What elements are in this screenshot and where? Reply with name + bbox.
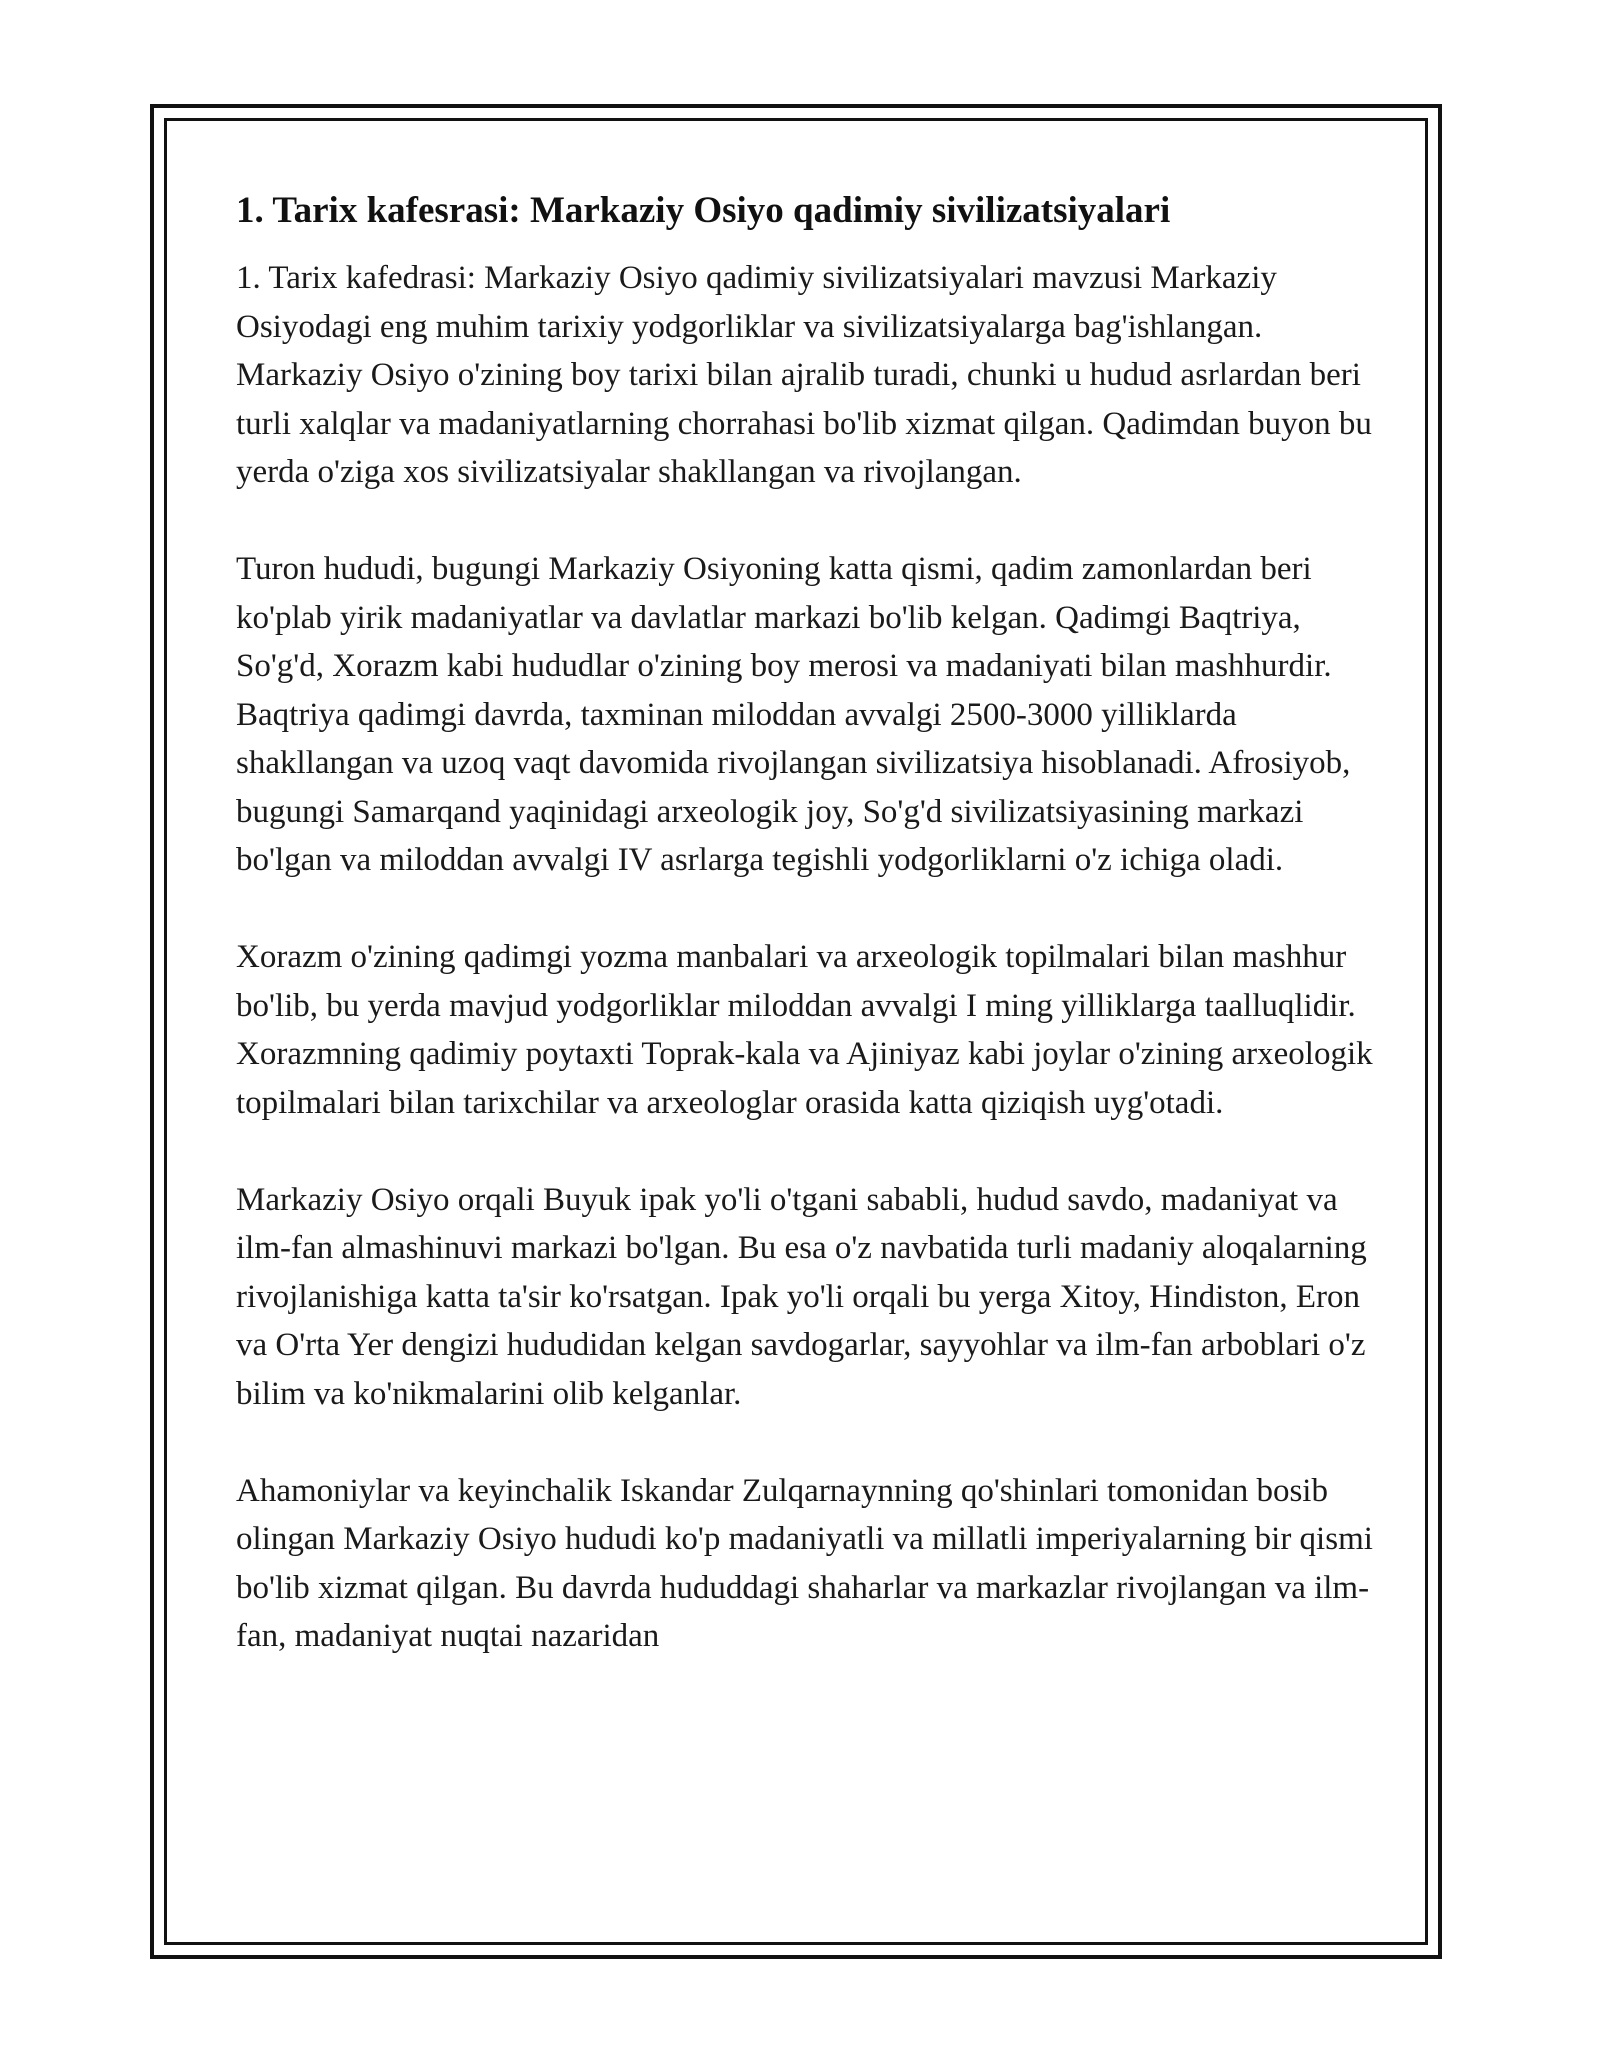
document-title: 1. Tarix kafesrasi: Markaziy Osiyo qadimiy sivilizatsiyalari: [236, 190, 1171, 231]
paragraph-1: 1. Tarix kafedrasi: Markaziy Osiyo qadimiy sivilizatsiyalari mavzusi Markaziy Osiyodagi eng muhim tarixiy yodgorliklar va sivilizatsiyalarga bag'ishlangan. Markaziy Osiyo o'zining boy tarixi bilan ajralib turadi, chunki u hudud asrlardan beri turli xalqlar va madaniyatlarning chorrahasi bo'lib xizmat qilgan. Qadimdan buyon bu yerda o'ziga xos sivilizatsiyalar shakllangan va rivojlangan.: [236, 260, 1372, 490]
document-body: [236, 186, 1376, 1709]
paragraph-4: Markaziy Osiyo orqali Buyuk ipak yo'li o'tgani sababli, hudud savdo, madaniyat va ilm-fan almashinuvi markazi bo'lgan. Bu esa o'z navbatida turli madaniy aloqalarning rivojlanishiga katta ta'sir ko'rsatgan. Ipak yo'li orqali bu yerga Xitoy, Hindiston, Eron va O'rta Yer dengizi hududidan kelgan savdogarlar, sayyohlar va ilm-fan arboblari o'z bilim va ko'nikmalarini olib kelganlar.: [236, 1181, 1367, 1412]
paragraph-5: Ahamoniylar va keyinchalik Iskandar Zulqarnaynning qo'shinlari tomonidan bosib olingan Markaziy Osiyo hududi ko'p madaniyatli va millatli imperiyalarning bir qismi bo'lib xizmat qilgan. Bu davrda hududdagi shaharlar va markazlar rivojlangan va ilm-fan, madaniyat nuqtai nazaridan: [236, 1472, 1373, 1654]
paragraph-3: Xorazm o'zining qadimgi yozma manbalari va arxeologik topilmalari bilan mashhur bo'lib, bu yerda mavjud yodgorliklar miloddan avvalgi I ming yilliklarga taalluqlidir. Xorazmning qadimiy poytaxti Toprak-kala va Ajiniyaz kabi joylar o'zining arxeologik topilmalari bilan tarixchilar va arxeologlar orasida katta qiziqish uyg'otadi.: [236, 939, 1373, 1121]
paragraph-2: Turon hududi, bugungi Markaziy Osiyoning katta qismi, qadim zamonlardan beri ko'plab yirik madaniyatlar va davlatlar markazi bo'lib kelgan. Qadimgi Baqtriya, So'g'd, Xorazm kabi hududlar o'zining boy merosi va madaniyati bilan mashhurdir. Baqtriya qadimgi davrda, taxminan miloddan avvalgi 2500-3000 yilliklarda shakllangan va uzoq vaqt davomida rivojlangan sivilizatsiya hisoblanadi. Afrosiyob, bugungi Samarqand yaqinidagi arxeologik joy, So'g'd sivilizatsiyasining markazi bo'lgan va miloddan avvalgi IV asrlarga tegishli yodgorliklarni o'z ichiga oladi.: [236, 551, 1351, 878]
